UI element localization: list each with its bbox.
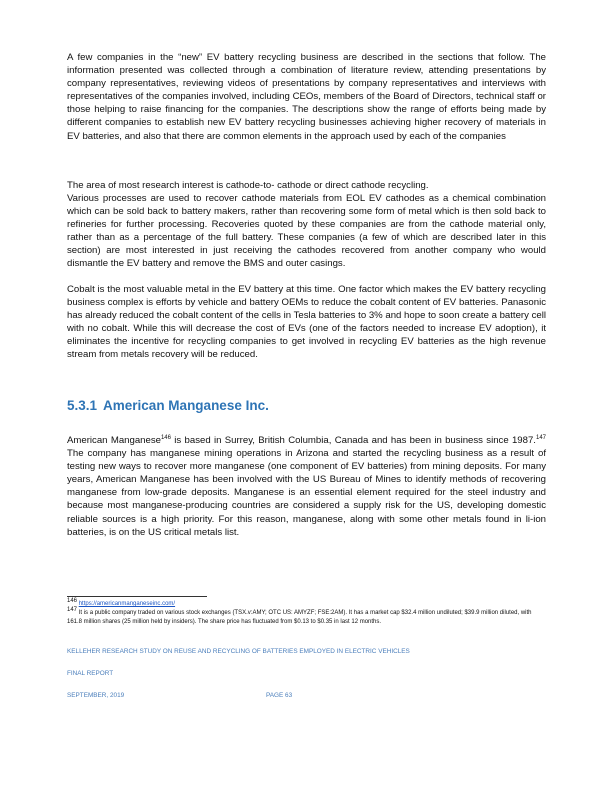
footnote-number: 147: [67, 607, 78, 613]
research-interest-paragraph: The area of most research interest is cathode-to- cathode or direct cathode recycling.: [67, 180, 429, 191]
paragraph-text: is based in Surrey, British Columbia, Canada and has been in business since 1987.: [170, 435, 536, 446]
footer-date-line: [67, 692, 293, 699]
page-number: PAGE 63: [266, 692, 293, 699]
footnote-ref-147[interactable]: 147: [535, 434, 546, 441]
section-heading: [67, 398, 269, 413]
paragraph-text: The company has manganese mining operations in Arizona and started the recycling business as a result of testing new ways to recover more manganese (one component of EV batteries) from mining deposits. For many years, American Manganese has been involved with the US Bureau of Mines to identify methods of recovering manganese from low-grade deposits. Manganese is an essential element required for the steel industry and because most manganese-producing countries are considered a supply risk for the US, developing domestic reliable sources is a high priority. For this reason, manganese, along with some other metals found in li-ion batteries, is on the US critical metals list.: [67, 448, 546, 538]
american-manganese-paragraph: [67, 434, 546, 539]
footnote-146: [67, 600, 546, 609]
footnote-ref-146[interactable]: 146: [160, 434, 171, 441]
section-title: American Manganese Inc.: [103, 398, 269, 413]
cathode-processes-paragraph: Various processes are used to recover cathode materials from EOL EV cathodes as a chemical combination which can be sold back to battery makers, rather than recovering some form of metal which is then sold back to refineries for further processing. Recoveries quoted by these companies are from the cathode material only, rather than as a percentage of the full battery. These companies (a few of which are described later in this section) are most interested in just receiving the cathodes recovered from another company who would dismantle the EV battery and remove the BMS and outer casings.: [67, 193, 546, 270]
footnote-number: 146: [67, 598, 78, 604]
section-number: 5.3.1: [67, 398, 98, 413]
cobalt-paragraph: Cobalt is the most valuable metal in the EV battery at this time. One factor which makes the EV battery recycling business complex is efforts by vehicle and battery OEMs to reduce the cobalt content of EV batteries. Panasonic has already reduced the cobalt content of the cells in Tesla batteries to 3% and hope to soon create a battery cell with no cobalt. While this will decrease the cost of EVs (one of the factors needed to increase EV adoption), it eliminates the incentive for recycling companies to get involved in recycling EV batteries as the high revenue stream from metals recovery will be reduced.: [67, 284, 546, 361]
company-name: American Manganese: [67, 435, 161, 446]
intro-paragraph: A few companies in the “new” EV battery recycling business are described in the sections that follow. The information presented was collected through a combination of literature review, attending presentations by company representatives, reviewing videos of presentations by company representatives and interviews with representatives of the companies involved, including CEOs, members of the Board of Directors, technical staff or those helping to raise financing for the companies. The descriptions show the range of efforts being made by different companies to establish new EV battery recycling businesses achieving higher recovery of materials in EV batteries, and also that there are common elements in the approach used by each of the companies: [67, 52, 546, 142]
footnote-text: It is a public company traded on various stock exchanges (TSX.v:AMY; OTC US: AMYZF; FSE:2AM). It has a market cap $32.4 million undiluted; $39.9 million diluted, with 161.8 million shares (25 million held by insiders). The share price has fluctuated from $0.13 to $0.35 in last 12 months.: [67, 610, 532, 625]
footer-report-type: FINAL REPORT: [67, 670, 114, 677]
company-website-link[interactable]: https://americanmanganeseinc.com/: [78, 601, 176, 607]
footer-date: SEPTEMBER, 2019: [67, 692, 125, 699]
footnote-147: [67, 609, 546, 627]
footer-report-title: KELLEHER RESEARCH STUDY ON REUSE AND RECYCLING OF BATTERIES EMPLOYED IN ELECTRIC VEHICLES: [67, 648, 410, 655]
footnote-divider: [67, 596, 207, 597]
